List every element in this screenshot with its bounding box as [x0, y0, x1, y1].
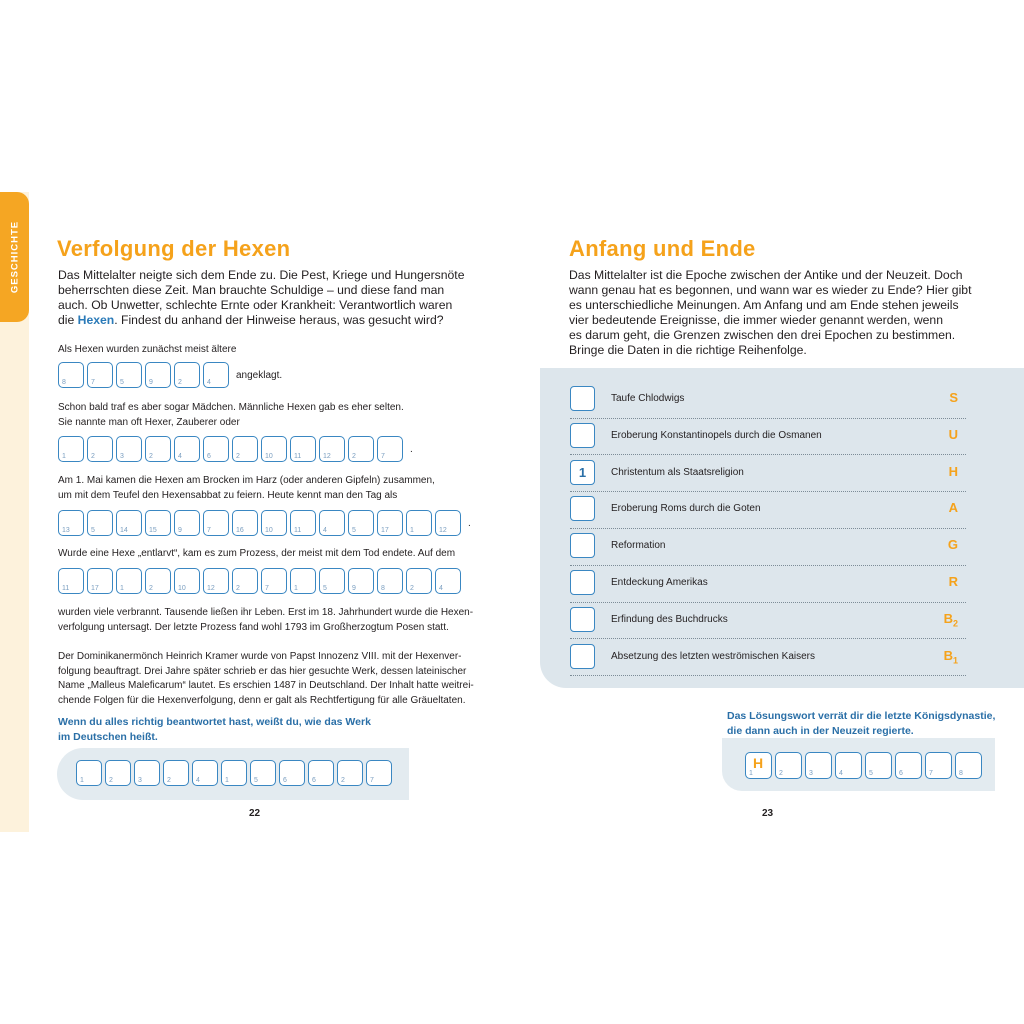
letter-box-number: 5	[120, 379, 124, 386]
letter-box-number: 10	[178, 585, 186, 592]
letter-box-number: 7	[381, 453, 385, 460]
letter-box[interactable]	[221, 760, 247, 786]
letter-box[interactable]	[377, 436, 403, 462]
letter-box[interactable]	[87, 362, 113, 388]
letter-box-number: 11	[294, 527, 302, 534]
letter-box[interactable]	[232, 568, 258, 594]
letter-box[interactable]	[232, 436, 258, 462]
letter-box[interactable]	[203, 436, 229, 462]
letter-box[interactable]	[319, 510, 345, 536]
letter-box[interactable]	[290, 568, 316, 594]
letter-box[interactable]	[261, 510, 287, 536]
letter-box-number: 6	[207, 453, 211, 460]
letter-box-number: 1	[62, 453, 66, 460]
letter-box[interactable]	[232, 510, 258, 536]
row-3-suffix: .	[468, 518, 471, 529]
clue-2: Schon bald traf es aber sogar Mädchen. Männliche Hexen gab es eher selten. Sie nannte man oft Hexer, Zauberer oder	[58, 402, 404, 428]
letter-box[interactable]	[348, 510, 374, 536]
order-input-box[interactable]	[570, 496, 595, 521]
solution-box-number: 5	[869, 770, 873, 777]
letter-box-number: 1	[294, 585, 298, 592]
final-answer-row	[76, 760, 392, 786]
letter-box[interactable]	[290, 436, 316, 462]
letter-box[interactable]	[348, 568, 374, 594]
solution-box[interactable]	[745, 752, 772, 779]
letter-box-number: 4	[196, 777, 200, 784]
solution-question: Das Lösungswort verrät dir die letzte Königsdynastie, die dann auch in der Neuzeit regierte.	[727, 710, 996, 737]
left-title: Verfolgung der Hexen	[57, 236, 291, 261]
letter-box[interactable]	[58, 568, 84, 594]
event-row	[570, 491, 966, 529]
solution-box[interactable]	[895, 752, 922, 779]
letter-box-number: 4	[207, 379, 211, 386]
letter-box[interactable]	[87, 510, 113, 536]
letter-box[interactable]	[406, 510, 432, 536]
solution-box-number: 3	[809, 770, 813, 777]
solution-box[interactable]	[925, 752, 952, 779]
solution-box[interactable]	[865, 752, 892, 779]
event-row	[570, 639, 966, 677]
order-input-box[interactable]	[570, 644, 595, 669]
letter-box-number: 6	[312, 777, 316, 784]
letter-box-number: 7	[265, 585, 269, 592]
letter-box-number: 2	[236, 585, 240, 592]
event-label: Eroberung Konstantinopels durch die Osmanen	[611, 429, 822, 441]
letter-box[interactable]	[116, 568, 142, 594]
letter-box-number: 2	[167, 777, 171, 784]
letter-box[interactable]	[192, 760, 218, 786]
solution-box[interactable]	[805, 752, 832, 779]
event-row	[570, 528, 966, 566]
letter-box[interactable]	[203, 362, 229, 388]
background-paragraph: Der Dominikanermönch Heinrich Kramer wurde von Papst Innozenz VIII. mit der Hexenver- folgung beauftragt. Drei Jahre später schrieb er das hier gesuchte Werk, dessen lateinischer Name „Malleus Maleficarum“ lautet. Es erschien 1487 in Deutschland. Der Inhalt hatte weitrei- chende Folgen für die Hexenverfolgung, denn er galt als Rechtfertigung für alle Gräueltaten.	[58, 651, 474, 706]
solution-box-number: 4	[839, 770, 843, 777]
order-input-box[interactable]	[570, 570, 595, 595]
chapter-tab	[0, 192, 29, 322]
letter-box[interactable]	[174, 568, 200, 594]
letter-box[interactable]	[203, 510, 229, 536]
keyword-hexen: Hexen	[77, 313, 115, 327]
letter-box[interactable]	[319, 568, 345, 594]
solution-box[interactable]	[835, 752, 862, 779]
letter-box[interactable]	[377, 568, 403, 594]
letter-box-number: 12	[207, 585, 215, 592]
solution-box[interactable]	[955, 752, 982, 779]
letter-box[interactable]	[145, 436, 171, 462]
letter-box[interactable]	[348, 436, 374, 462]
letter-box-number: 12	[439, 527, 447, 534]
event-row	[570, 565, 966, 603]
row-2-suffix: .	[410, 444, 413, 455]
letter-box-number: 17	[91, 585, 99, 592]
order-input-box[interactable]: 1	[570, 460, 595, 485]
letter-box-number: 4	[178, 453, 182, 460]
event-label: Absetzung des letzten weströmischen Kaisers	[611, 650, 815, 662]
letter-box-number: 3	[120, 453, 124, 460]
solution-box[interactable]	[775, 752, 802, 779]
letter-box-number: 2	[352, 453, 356, 460]
letter-box-number: 2	[109, 777, 113, 784]
letter-box[interactable]	[261, 568, 287, 594]
letter-box-number: 2	[341, 777, 345, 784]
letter-box-number: 4	[439, 585, 443, 592]
letter-box-number: 11	[62, 585, 70, 592]
letter-box-number: 15	[149, 527, 157, 534]
solution-filled-letter: H	[753, 755, 764, 771]
event-label: Reformation	[611, 540, 666, 552]
order-input-box[interactable]	[570, 607, 595, 632]
letter-box[interactable]	[308, 760, 334, 786]
clue-1: Als Hexen wurden zunächst meist ältere	[58, 344, 237, 355]
letter-box-number: 2	[178, 379, 182, 386]
letter-box-number: 3	[138, 777, 142, 784]
letter-box-number: 9	[178, 527, 182, 534]
letter-box[interactable]	[145, 362, 171, 388]
solution-box-number: 2	[779, 770, 783, 777]
letter-box-number: 1	[225, 777, 229, 784]
letter-box[interactable]	[163, 760, 189, 786]
clue-3: Am 1. Mai kamen die Hexen am Brocken im Harz (oder anderen Gipfeln) zusammen, um mit dem Teufel den Hexensabbat zu feiern. Heute kennt man den Tag als	[58, 475, 435, 501]
letter-box-number: 9	[352, 585, 356, 592]
letter-box-number: 1	[80, 777, 84, 784]
letter-box[interactable]	[58, 436, 84, 462]
answer-row-3	[58, 510, 471, 536]
right-intro: Das Mittelalter ist die Epoche zwischen der Antike und der Neuzeit. Doch wann genau hat es begonnen, und wann war es wieder zu Ende? Hier gibt es unterschiedliche Meinungen. Am Anfang und am Ende stehen jeweils vier bedeutende Ereignisse, die immer wieder genannt werden, wenn es darum geht, die Grenzen zwischen den drei Epochen zu bestimmen. Bringe die Daten in die richtige Reihenfolge.	[569, 268, 972, 357]
letter-box[interactable]	[377, 510, 403, 536]
event-row	[570, 418, 966, 456]
letter-box-number: 16	[236, 527, 244, 534]
event-letter: G	[947, 537, 958, 553]
letter-box-number: 14	[120, 527, 128, 534]
letter-box-number: 2	[410, 585, 414, 592]
event-label: Eroberung Roms durch die Goten	[611, 503, 761, 515]
event-row	[570, 381, 966, 419]
letter-box-number: 4	[323, 527, 327, 534]
letter-box-number: 11	[294, 453, 302, 460]
letter-box-number: 1	[410, 527, 414, 534]
letter-box[interactable]	[145, 510, 171, 536]
solution-box-number: 1	[749, 770, 753, 777]
left-intro: Das Mittelalter neigte sich dem Ende zu. Die Pest, Kriege und Hungersnöte beherrschten diese Zeit. Man brauchte Schuldige – und diese fand man auch. Ob Unwetter, schlechte Ernte oder Krankheit: Verantwortlich waren die Hexen. Findest du anhand der Hinweise heraus, was gesucht wird?	[58, 268, 465, 327]
letter-box[interactable]	[261, 436, 287, 462]
clue-4: Wurde eine Hexe „entlarvt“, kam es zum Prozess, der meist mit dem Tod endete. Auf dem	[58, 548, 456, 559]
page-number-right: 23	[762, 808, 774, 819]
letter-box[interactable]	[290, 510, 316, 536]
answer-row-2	[58, 436, 413, 462]
event-letter: S	[949, 390, 958, 405]
letter-box-number: 10	[265, 527, 273, 534]
letter-box[interactable]	[337, 760, 363, 786]
letter-box[interactable]	[319, 436, 345, 462]
letter-box[interactable]	[58, 510, 84, 536]
event-label: Entdeckung Amerikas	[611, 577, 708, 588]
letter-box[interactable]	[76, 760, 102, 786]
row-1-suffix: angeklagt.	[236, 370, 283, 381]
letter-box-number: 5	[352, 527, 356, 534]
letter-box[interactable]	[366, 760, 392, 786]
letter-box[interactable]	[116, 510, 142, 536]
event-letter: $B_2$	[943, 610, 958, 629]
event-row	[570, 602, 966, 640]
event-letter: A	[948, 500, 958, 516]
solution-box-number: 8	[959, 770, 963, 777]
letter-box-number: 5	[254, 777, 258, 784]
chapter-tab-label: GESCHICHTE	[9, 220, 20, 294]
event-label: Taufe Chlodwigs	[611, 393, 685, 404]
solution-box-number: 7	[929, 770, 933, 777]
answer-row-4	[58, 568, 461, 594]
page-number-left: 22	[249, 808, 261, 819]
letter-box-number: 7	[207, 527, 211, 534]
letter-box-number: 6	[283, 777, 287, 784]
letter-box[interactable]	[406, 568, 432, 594]
letter-box[interactable]	[250, 760, 276, 786]
letter-box-number: 2	[91, 453, 95, 460]
event-letter: R	[948, 574, 958, 589]
letter-box-number: 17	[381, 527, 389, 534]
letter-box-number: 10	[265, 453, 273, 460]
letter-box[interactable]	[279, 760, 305, 786]
order-input-box[interactable]	[570, 386, 595, 411]
letter-box[interactable]	[145, 568, 171, 594]
letter-box-number: 2	[236, 453, 240, 460]
solution-box-number: 6	[899, 770, 903, 777]
clue-5: wurden viele verbrannt. Tausende ließen ihr Leben. Erst im 18. Jahrhundert wurde die Hexen- verfolgung untersagt. Der letzte Prozess fand wohl 1793 im Großherzogtum Posen statt.	[58, 607, 474, 633]
order-input-box[interactable]	[570, 423, 595, 448]
event-label: Christentum als Staatsreligion	[611, 466, 744, 478]
event-letter: U	[948, 426, 958, 442]
letter-box[interactable]	[116, 362, 142, 388]
letter-box[interactable]	[105, 760, 131, 786]
letter-box-number: 5	[323, 585, 327, 592]
event-label: Erfindung des Buchdrucks	[611, 613, 728, 625]
letter-box[interactable]	[87, 568, 113, 594]
letter-box-number: 2	[149, 453, 153, 460]
right-title: Anfang und Ende	[569, 236, 756, 261]
letter-box-number: 12	[323, 453, 331, 460]
letter-box[interactable]	[435, 510, 461, 536]
letter-box[interactable]	[203, 568, 229, 594]
letter-box[interactable]	[174, 436, 200, 462]
letter-box[interactable]	[134, 760, 160, 786]
letter-box-number: 13	[62, 527, 70, 534]
letter-box-number: 1	[120, 585, 124, 592]
letter-box-number: 7	[370, 777, 374, 784]
letter-box[interactable]	[174, 510, 200, 536]
order-input-box[interactable]	[570, 533, 595, 558]
event-row	[570, 455, 966, 493]
letter-box[interactable]	[58, 362, 84, 388]
letter-box-number: 5	[91, 527, 95, 534]
letter-box[interactable]	[116, 436, 142, 462]
final-question: Wenn du alles richtig beantwortet hast, weißt du, wie das Werk im Deutschen heißt.	[58, 716, 371, 743]
solution-row	[745, 752, 982, 779]
letter-box-number: 8	[381, 585, 385, 592]
letter-box[interactable]	[87, 436, 113, 462]
letter-box[interactable]	[174, 362, 200, 388]
event-letter: H	[948, 463, 958, 479]
letter-box-number: 2	[149, 585, 153, 592]
event-letter: $B_1$	[943, 647, 958, 666]
letter-box-number: 8	[62, 379, 66, 386]
letter-box[interactable]	[435, 568, 461, 594]
letter-box-number: 9	[149, 379, 153, 386]
letter-box-number: 7	[91, 379, 95, 386]
answer-row-1	[58, 362, 282, 388]
